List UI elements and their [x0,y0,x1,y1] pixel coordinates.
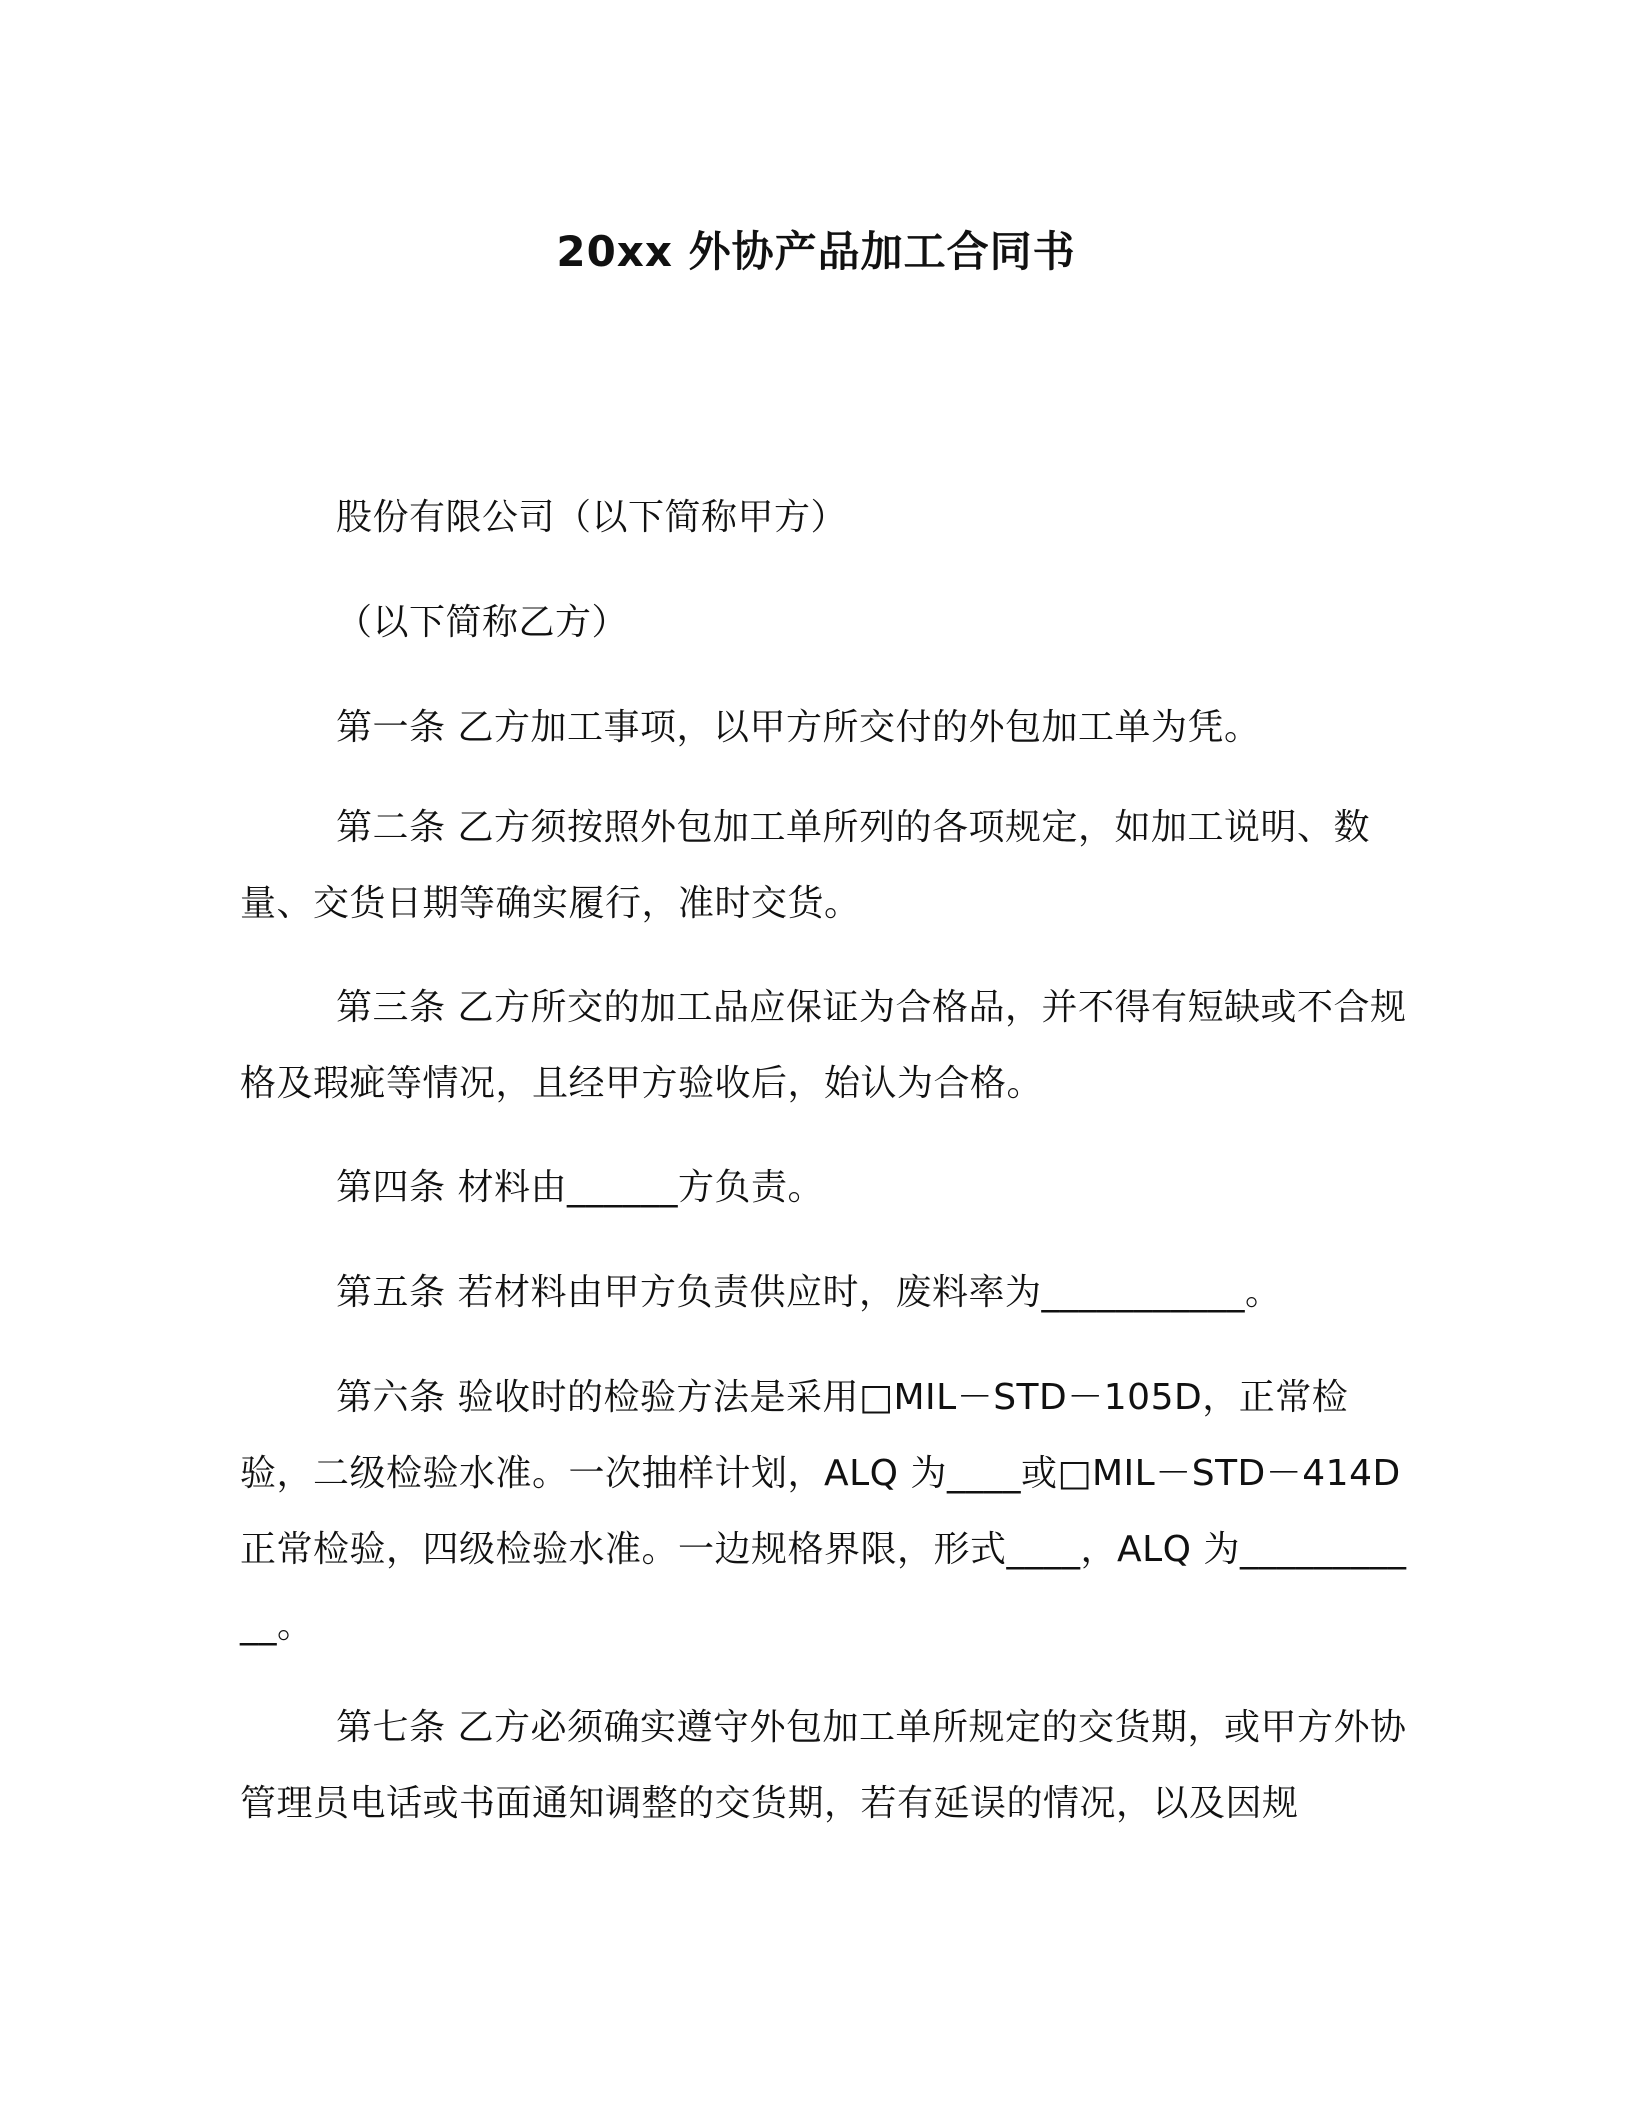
clause-2: 第二条 乙方须按照外包加工单所列的各项规定，如加工说明、数量、交货日期等确实履行，准时交货。 [240,807,1370,924]
party-a-line: 股份有限公司（以下简称甲方） [336,497,848,538]
clause-7: 第七条 乙方必须确实遵守外包加工单所规定的交货期，或甲方外协管理员电话或书面通知调整的交货期，若有延误的情况，以及因规 [240,1707,1407,1824]
party-b-line: （以下简称乙方） [336,602,629,643]
clause-1: 第一条 乙方加工事项，以甲方所交付的外包加工单为凭。 [336,707,1261,748]
clause-4: 第四条 材料由______方负责。 [336,1167,824,1208]
document-title: 20xx 外协产品加工合同书 [556,227,1076,276]
clause-3: 第三条 乙方所交的加工品应保证为合格品，并不得有短缺或不合规格及瑕疵等情况，且经甲方验收后，始认为合格。 [240,987,1407,1104]
clause-6: 第六条 验收时的检验方法是采用□MIL－STD－105D，正常检验，二级检验水准。一次抽样计划，ALQ 为____或□MIL－STD－414D 正常检验，四级检验水准。一边规格界限，形式____，ALQ 为___________。 [240,1377,1407,1646]
clause-5: 第五条 若材料由甲方负责供应时，废料率为___________。 [336,1272,1282,1313]
